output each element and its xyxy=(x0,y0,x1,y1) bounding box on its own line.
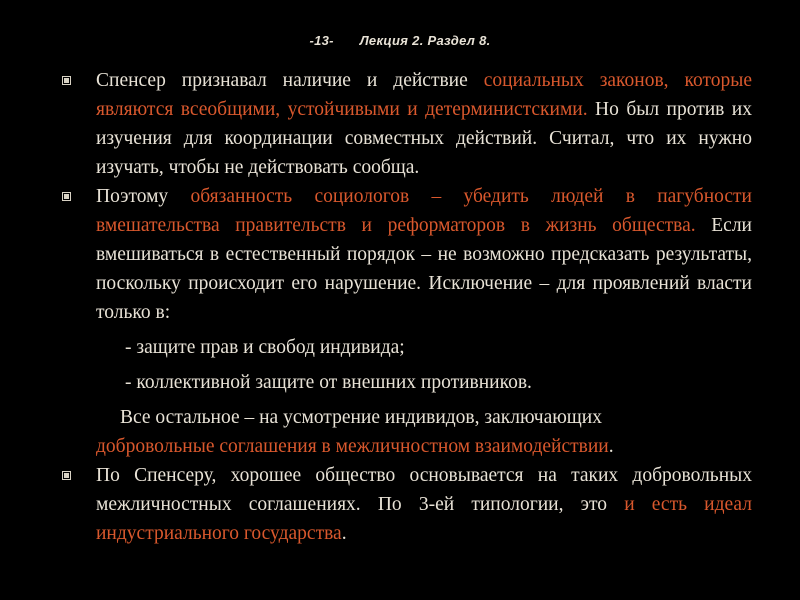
slide-header xyxy=(0,33,800,48)
slide-content xyxy=(60,66,752,548)
bullet-text: По Спенсеру, хорошее общество основывается на таких добровольных межличностных соглашениях. По 3-ей типологии, это xyxy=(96,465,752,515)
indented-paragraph xyxy=(60,403,752,432)
paragraph-text: Все остальное – на усмотрение индивидов, заключающих xyxy=(120,407,602,428)
highlighted-text: социальных законов, которые являются всеобщими, устойчивыми и детерминистскими. xyxy=(96,70,752,120)
bullet-item xyxy=(60,66,752,182)
bullet-item xyxy=(60,182,752,327)
bullet-text: Поэтому xyxy=(96,186,191,207)
bullet-text: Спенсер признавал наличие и действие xyxy=(96,70,484,91)
highlighted-text: обязанность социологов – убедить людей в пагубности вмешательства правительств и реформаторов в жизнь общества. xyxy=(96,186,752,236)
lecture-title: Лекция 2. Раздел 8. xyxy=(359,33,491,48)
indented-paragraph-continuation xyxy=(60,432,752,461)
bullet-item xyxy=(60,461,752,548)
paragraph-text: . xyxy=(608,436,614,457)
sub-item: - защите прав и свобод индивида; xyxy=(125,337,405,358)
bullet-text: Если вмешиваться в естественный порядок – не возможно предсказать результаты, поскольку происходит его нарушение. Исключение – для проявлений власти только в: xyxy=(96,215,752,323)
highlighted-text: добровольные соглашения в межличностном взаимодействии xyxy=(96,436,609,457)
sub-item: - коллективной защите от внешних противников. xyxy=(125,372,532,393)
highlighted-text: и есть идеал индустриального государства xyxy=(96,494,752,544)
bullet-square-icon xyxy=(62,76,71,85)
bullet-square-icon xyxy=(62,471,71,480)
bullet-text: Но был против их изучения для координации совместных действий. Считал, что их нужно изучать, чтобы не действовать сообща. xyxy=(96,99,752,178)
page-number: -13- xyxy=(309,33,334,48)
bullet-text: . xyxy=(341,523,347,544)
bullet-square-icon xyxy=(62,192,71,201)
